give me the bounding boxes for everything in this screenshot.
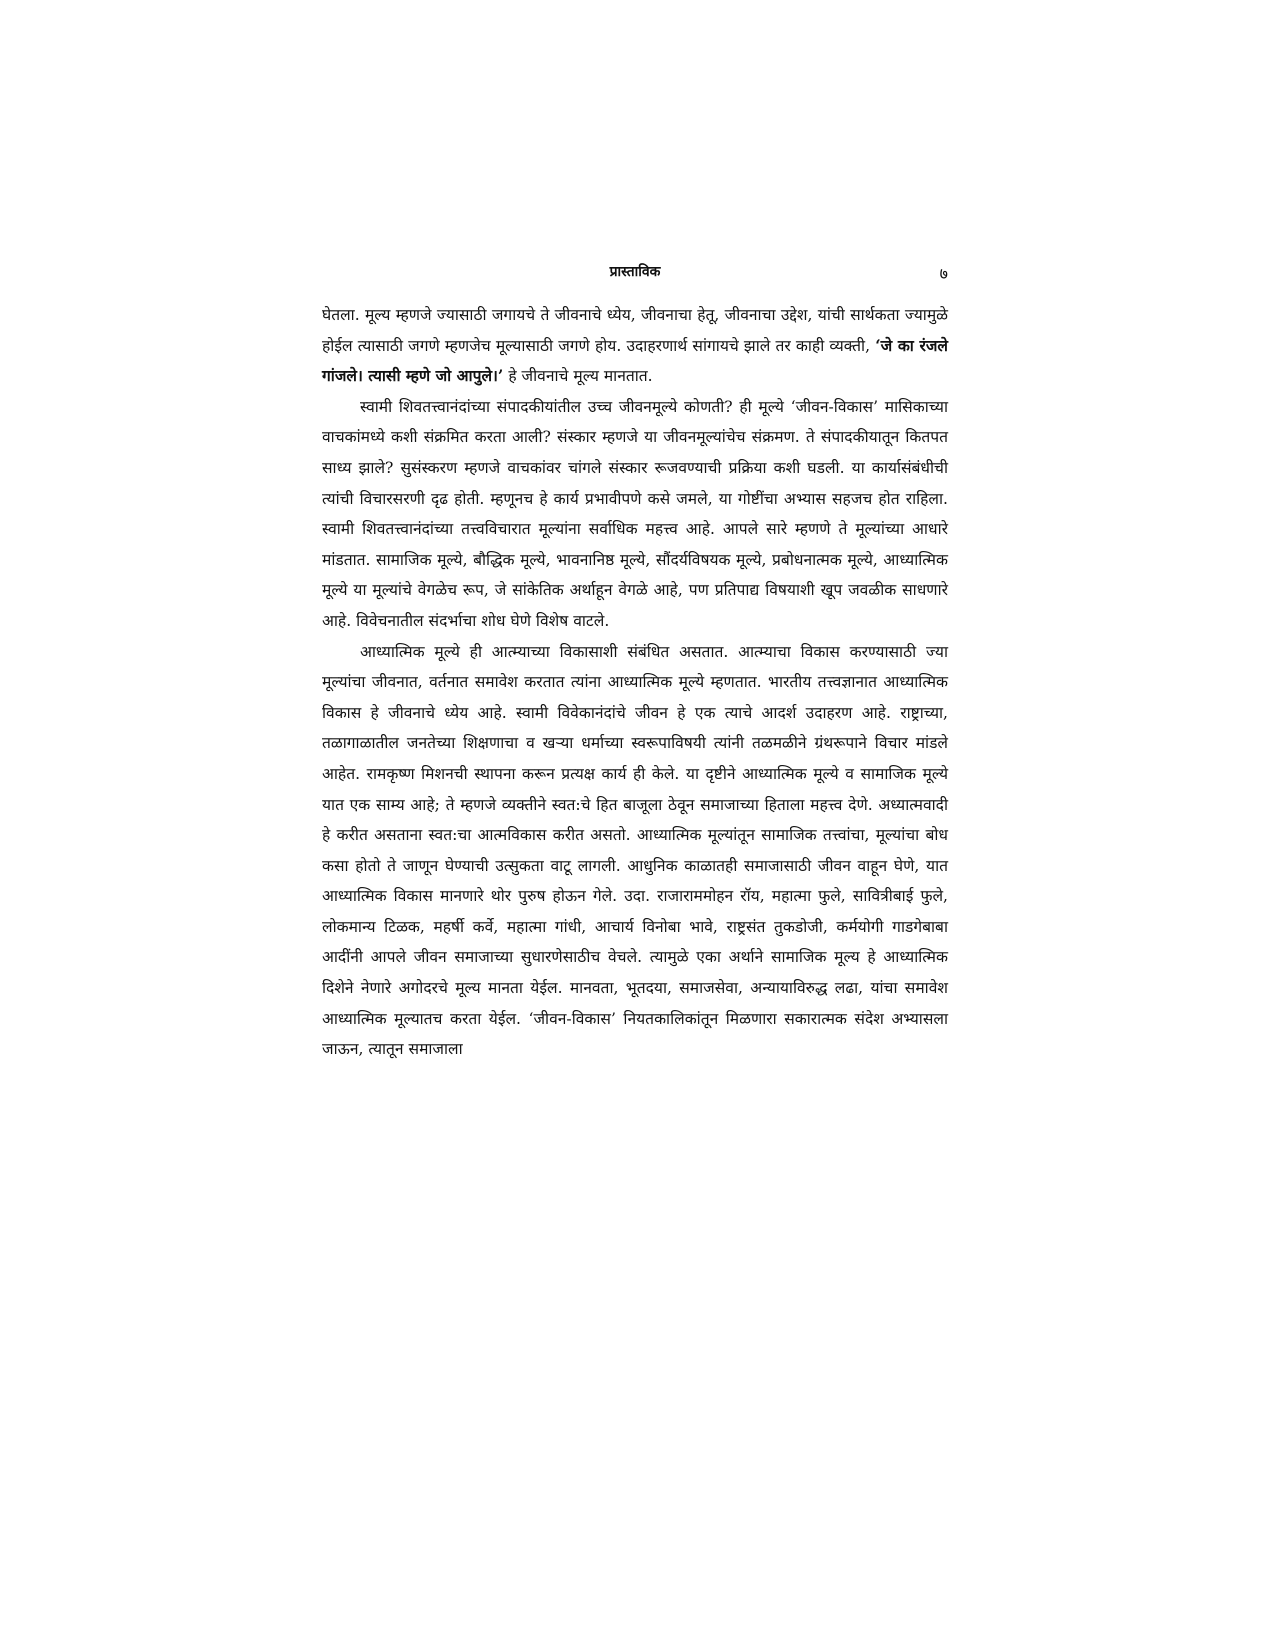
body-text [322,300,948,1065]
paragraph-1-text-before: घेतला. मूल्य म्हणजे ज्यासाठी जगायचे ते जीवनाचे ध्येय, जीवनाचा हेतू, जीवनाचा उद्देश, यांची सार्थकता ज्यामुळे होईल त्यासाठी जगणे म्हणजेच मूल्यासाठी जगणे होय. उदाहरणार्थ सांगायचे झाले तर काही व्यक्ती, [322,306,948,355]
page-number: ७ [939,264,948,283]
running-header [322,262,948,286]
paragraph-2: स्वामी शिवतत्त्वानंदांच्या संपादकीयांतील उच्च जीवनमूल्ये कोणती? ही मूल्ये ‘जीवन-विकास’ मासिकाच्या वाचकांमध्ये कशी संक्रमित करता आली? संस्कार म्हणजे या जीवनमूल्यांचेच संक्रमण. ते संपादकीयातून कितपत साध्य झाले? सुसंस्करण म्हणजे वाचकांवर चांगले संस्कार रूजवण्याची प्रक्रिया कशी घडली. या कार्यासंबंधीची त्यांची विचारसरणी दृढ होती. म्हणूनच हे कार्य प्रभावीपणे कसे जमले, या गोष्टींचा अभ्यास सहजच होत राहिला. स्वामी शिवतत्त्वानंदांच्या तत्त्वविचारात मूल्यांना सर्वाधिक महत्त्व आहे. आपले सारे म्हणणे ते मूल्यांच्या आधारे मांडतात. सामाजिक मूल्ये, बौद्धिक मूल्ये, भावनानिष्ठ मूल्ये, सौंदर्यविषयक मूल्ये, प्रबोधनात्मक मूल्ये, आध्यात्मिक मूल्ये या मूल्यांचे वेगळेच रूप, जे सांकेतिक अर्थाहून वेगळे आहे, पण प्रतिपाद्य विषयाशी खूप जवळीक साधणारे आहे. विवेचनातील संदर्भाचा शोध घेणे विशेष वाटले. [322,397,948,630]
document-page [322,262,948,1065]
paragraph-3: आध्यात्मिक मूल्ये ही आत्म्याच्या विकासाशी संबंधित असतात. आत्म्याचा विकास करण्यासाठी ज्या मूल्यांचा जीवनात, वर्तनात समावेश करतात त्यांना आध्यात्मिक मूल्ये म्हणतात. भारतीय तत्त्वज्ञानात आध्यात्मिक विकास हे जीवनाचे ध्येय आहे. स्वामी विवेकानंदांचे जीवन हे एक त्याचे आदर्श उदाहरण आहे. राष्ट्राच्या, तळागाळातील जनतेच्या शिक्षणाचा व खऱ्या धर्माच्या स्वरूपाविषयी त्यांनी तळमळीने ग्रंथरूपाने विचार मांडले आहेत. रामकृष्ण मिशनची स्थापना करून प्रत्यक्ष कार्य ही केले. या दृष्टीने आध्यात्मिक मूल्ये व सामाजिक मूल्ये यात एक साम्य आहे; ते म्हणजे व्यक्तीने स्वत:चे हित बाजूला ठेवून समाजाच्या हिताला महत्त्व देणे. अध्यात्मवादी हे करीत असताना स्वत:चा आत्मविकास करीत असतो. आध्यात्मिक मूल्यांतून सामाजिक तत्त्वांचा, मूल्यांचा बोध कसा होतो ते जाणून घेण्याची उत्सुकता वाटू लागली. आधुनिक काळातही समाजासाठी जीवन वाहून घेणे, यात आध्यात्मिक विकास मानणारे थोर पुरुष होऊन गेले. उदा. राजाराममोहन रॉय, महात्मा फुले, सावित्रीबाई फुले, लोकमान्य टिळक, महर्षी कर्वे, महात्मा गांधी, आचार्य विनोबा भावे, राष्ट्रसंत तुकडोजी, कर्मयोगी गाडगेबाबा आदींनी आपले जीवन समाजाच्या सुधारणेसाठीच वेचले. त्यामुळे एका अर्थाने सामाजिक मूल्य हे आध्यात्मिक दिशेने नेणारे अगोदरचे मूल्य मानता येईल. मानवता, भूतदया, समाजसेवा, अन्यायाविरुद्ध लढा, यांचा समावेश आध्यात्मिक मूल्यातच करता येईल. ‘जीवन-विकास’ नियतकालिकांतून मिळणारा सकारात्मक संदेश अभ्यासला जाऊन, त्यातून समाजाला [322,642,948,1059]
tukaram-quote: ‘जे का रंजले गांजले। त्यासी म्हणे जो आपुले।’ [322,335,948,386]
running-title: प्रास्ताविक [609,264,661,280]
paragraph-1 [322,300,948,392]
paragraph-1-text-after: हे जीवनाचे मूल्य मानतात. [503,367,653,386]
